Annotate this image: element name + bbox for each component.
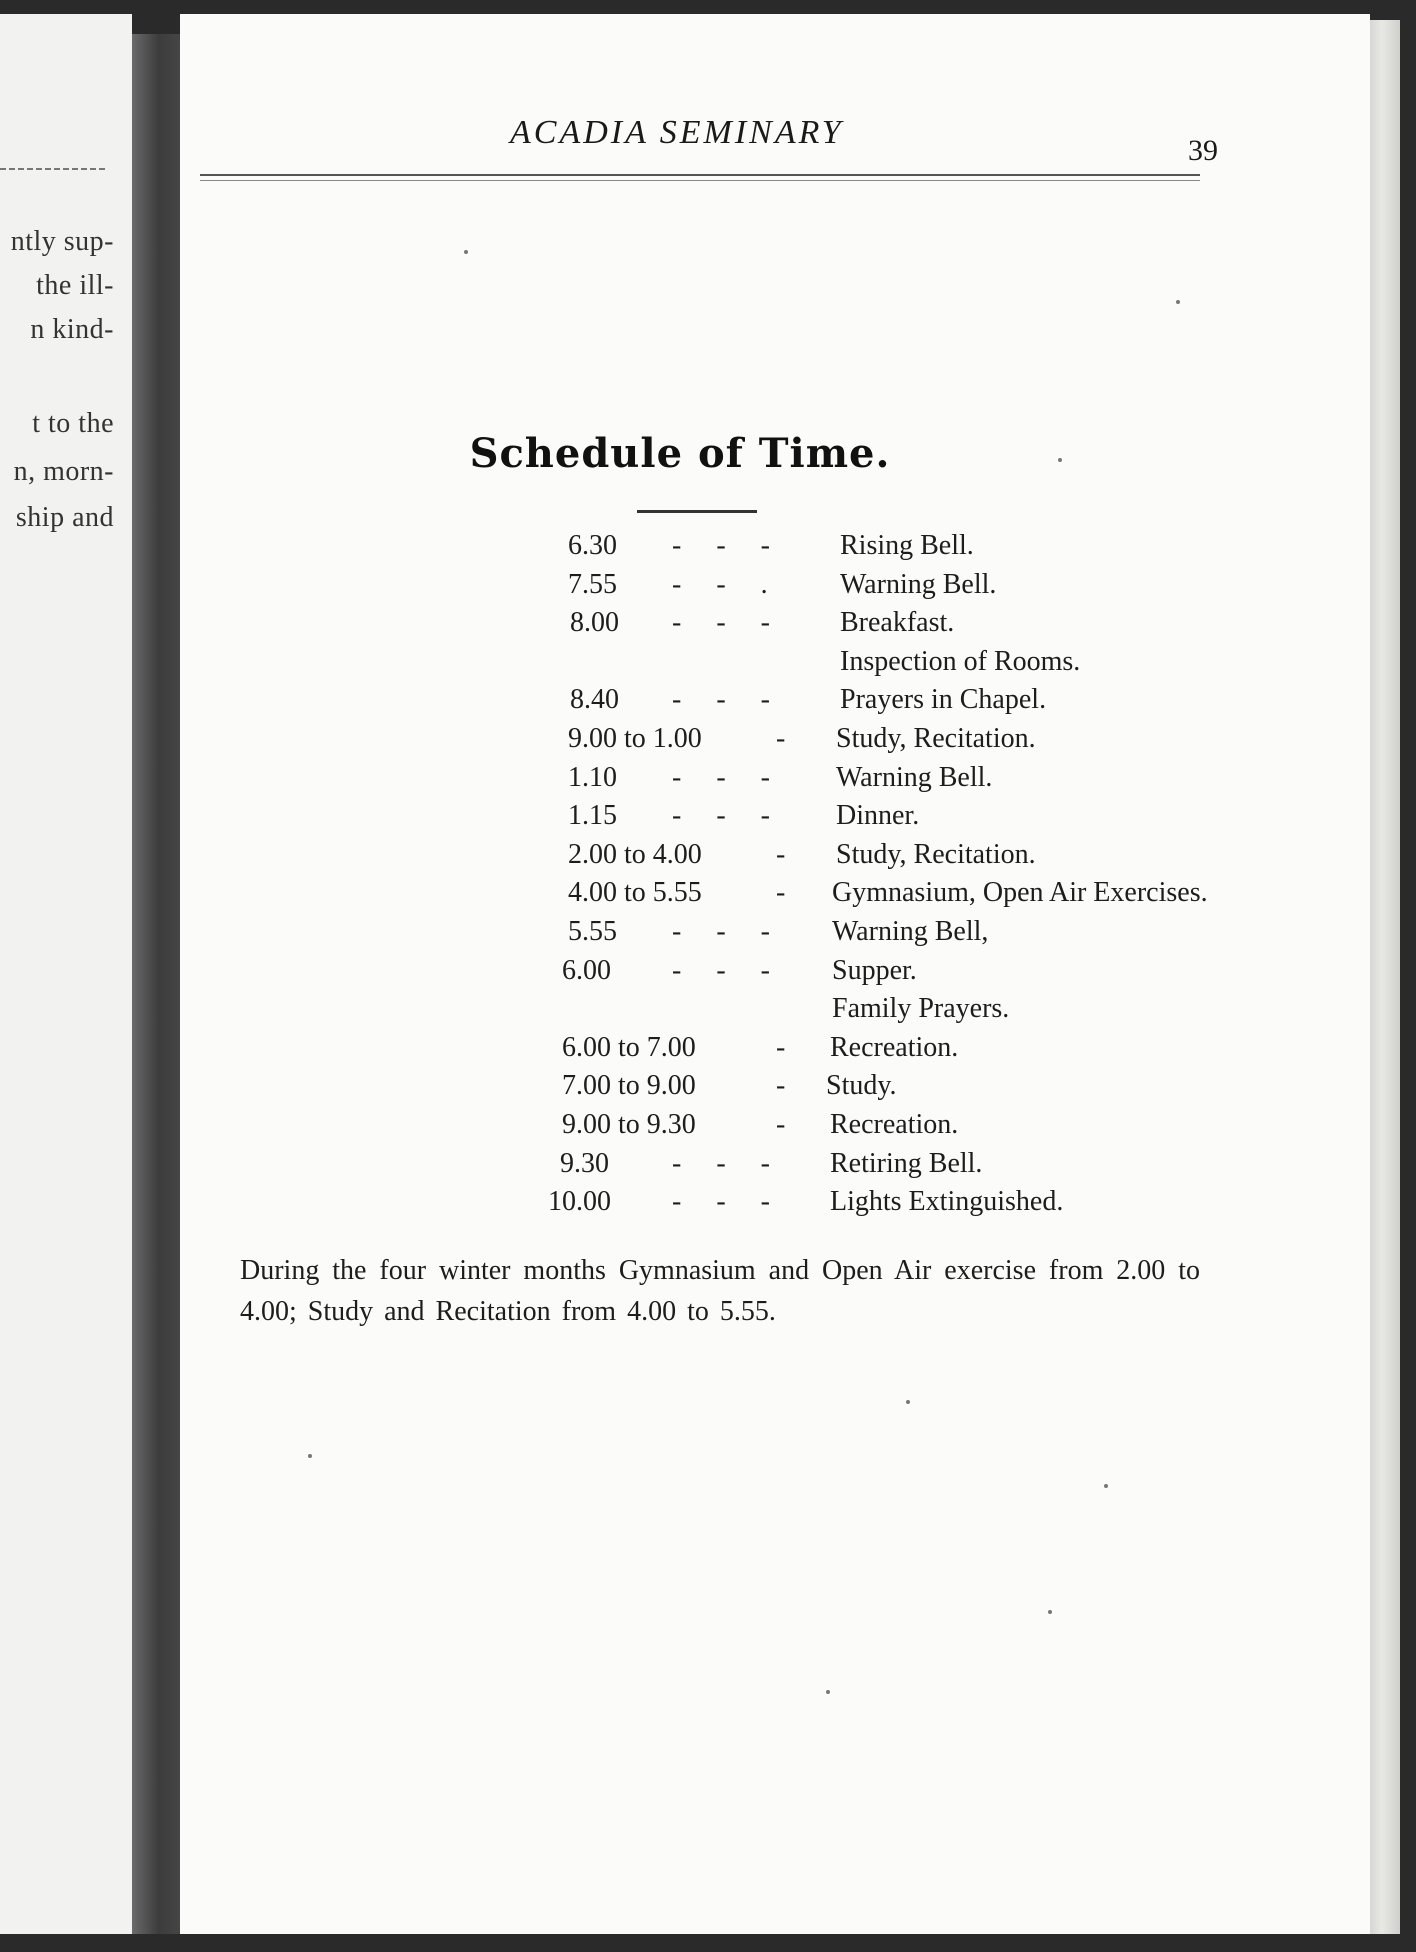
schedule-activity: Warning Bell. — [836, 761, 993, 793]
schedule-separator: - - - — [672, 761, 770, 793]
schedule-activity: Lights Extinguished. — [830, 1186, 1064, 1218]
schedule-row — [180, 1032, 1280, 1070]
schedule-separator: - - - — [672, 954, 770, 986]
schedule-separator: - - - — [672, 684, 770, 716]
schedule-time: 7.55 — [568, 568, 617, 600]
schedule-activity: Dinner. — [836, 800, 920, 832]
previous-page-line: ntly sup- — [10, 226, 114, 257]
previous-page-line: the ill- — [36, 270, 114, 301]
schedule-separator: - - - — [672, 1186, 770, 1218]
schedule-row — [180, 723, 1280, 761]
paper-speck — [464, 250, 468, 254]
schedule-row — [180, 1148, 1280, 1186]
schedule-activity: Recreation. — [830, 1031, 959, 1063]
schedule-activity: Warning Bell. — [840, 568, 997, 600]
schedule-row — [180, 1070, 1280, 1108]
paper-speck — [308, 1454, 312, 1458]
schedule-activity: Retiring Bell. — [830, 1147, 983, 1179]
page-number: 39 — [1188, 134, 1218, 167]
schedule-activity: Prayers in Chapel. — [840, 684, 1047, 716]
schedule-time: 9.00 to 1.00 — [568, 723, 702, 754]
previous-page — [0, 14, 132, 1934]
schedule-time: 8.00 — [570, 607, 619, 639]
schedule-time: 7.00 to 9.00 — [562, 1070, 696, 1102]
schedule-separator: - — [776, 838, 786, 870]
schedule-row — [180, 800, 1280, 838]
schedule-time: 4.00 to 5.55 — [568, 877, 702, 909]
schedule-separator: - — [776, 877, 786, 909]
previous-page-rule — [0, 168, 108, 170]
schedule-time: 9.30 — [560, 1147, 609, 1179]
schedule-separator: - — [776, 1070, 786, 1102]
schedule-activity: Gymnasium, Open Air Exercises. — [832, 877, 1208, 909]
schedule-time: 9.00 to 9.30 — [562, 1109, 696, 1140]
schedule-time: 5.55 — [568, 916, 617, 947]
paper-speck — [1058, 458, 1062, 462]
schedule-separator: - - - — [672, 800, 770, 832]
schedule-row — [180, 530, 1280, 568]
schedule-separator: - - - — [672, 530, 770, 561]
previous-page-line: ship and — [15, 502, 114, 533]
schedule-activity: Rising Bell. — [840, 530, 974, 561]
schedule-row — [180, 607, 1280, 645]
schedule-row — [180, 1186, 1280, 1224]
schedule-row — [180, 955, 1280, 993]
schedule-row — [180, 684, 1280, 722]
schedule-separator: - — [776, 1031, 786, 1063]
schedule-row — [180, 916, 1280, 954]
schedule-activity: Study, Recitation. — [836, 838, 1036, 870]
schedule-time: 1.10 — [568, 761, 617, 793]
schedule-separator: - - - — [672, 1147, 770, 1179]
schedule-activity: Family Prayers. — [832, 993, 1010, 1025]
page-edge — [1370, 20, 1400, 1934]
schedule-activity: Warning Bell, — [832, 916, 989, 947]
schedule-row — [180, 877, 1280, 915]
previous-page-line: n, morn- — [13, 456, 114, 487]
schedule-row — [180, 1109, 1280, 1147]
previous-page-line: t to the — [32, 408, 114, 439]
schedule-activity: Supper. — [832, 954, 917, 986]
title-rule — [637, 510, 757, 513]
schedule-activity: Study, Recitation. — [836, 723, 1036, 754]
schedule-activity: Study. — [826, 1070, 897, 1102]
schedule-time: 6.00 to 7.00 — [562, 1031, 696, 1063]
header-rule — [200, 174, 1200, 181]
running-header: ACADIA SEMINARY — [510, 114, 844, 151]
schedule-activity: Inspection of Rooms. — [840, 645, 1081, 677]
paper-speck — [906, 1400, 910, 1404]
schedule-row — [180, 839, 1280, 877]
schedule-separator: - — [776, 1109, 786, 1140]
schedule-row — [180, 993, 1280, 1031]
schedule-time: 10.00 — [548, 1186, 611, 1218]
schedule-activity: Breakfast. — [840, 607, 955, 639]
schedule-time: 6.30 — [568, 530, 617, 561]
schedule-row — [180, 569, 1280, 607]
paper-speck — [826, 1690, 830, 1694]
winter-note: During the four winter months Gymnasium and Open Air exercise from 2.00 to 4.00; Study and Recitation from 4.00 to 5.55. — [240, 1255, 1200, 1327]
schedule-separator: - - - — [672, 607, 770, 639]
schedule-row — [180, 646, 1280, 684]
schedule-separator: - - - — [672, 916, 770, 947]
previous-page-line: n kind- — [30, 314, 114, 345]
schedule-time: 2.00 to 4.00 — [568, 838, 702, 870]
schedule-time: 8.40 — [570, 684, 619, 716]
paper-speck — [1048, 1610, 1052, 1614]
schedule-time: 1.15 — [568, 800, 617, 832]
schedule-title: Schedule of Time. — [469, 430, 891, 477]
schedule-separator: - - . — [672, 568, 768, 600]
schedule-time: 6.00 — [562, 954, 611, 986]
paper-speck — [1176, 300, 1180, 304]
schedule-separator: - — [776, 723, 786, 754]
schedule-activity: Recreation. — [830, 1109, 959, 1140]
paper-speck — [1104, 1484, 1108, 1488]
schedule-row — [180, 762, 1280, 800]
page — [180, 14, 1370, 1934]
